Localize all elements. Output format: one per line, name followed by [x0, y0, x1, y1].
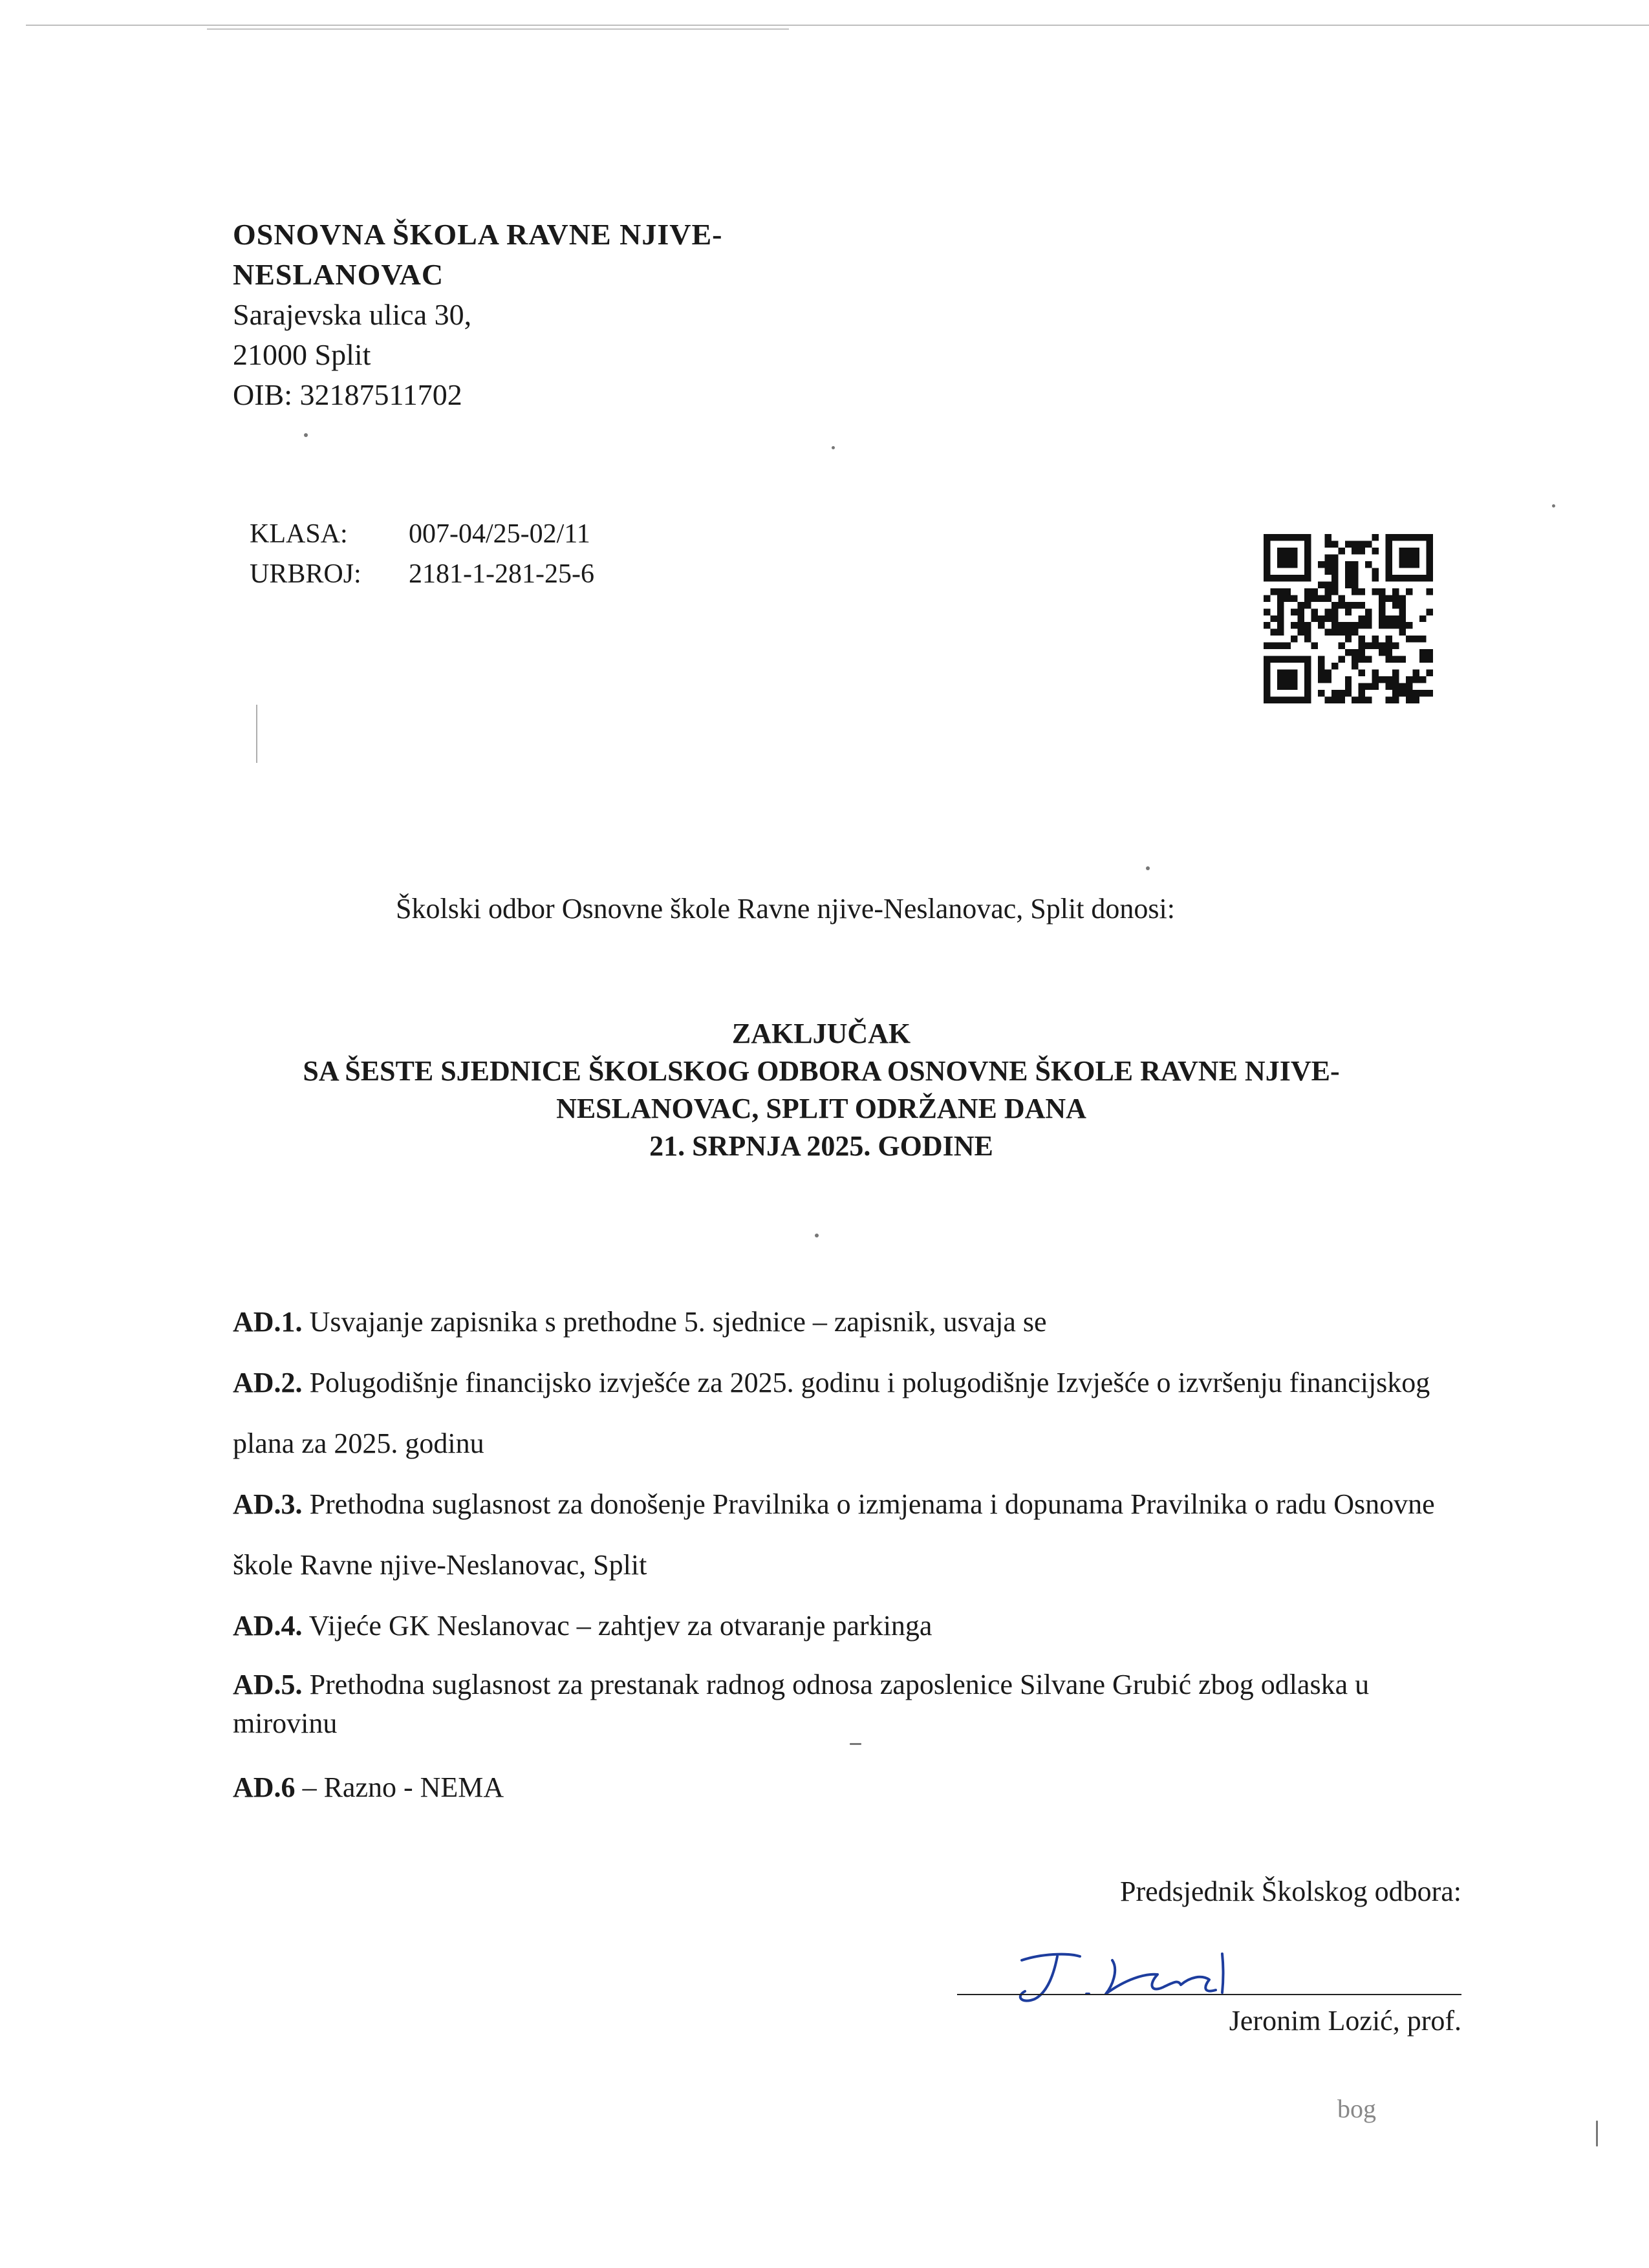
klasa-label: KLASA: [250, 519, 348, 549]
school-oib: OIB: 32187511702 [233, 378, 462, 411]
agenda-item-text: Vijeće GK Neslanovac – zahtjev za otvaranje parkinga [308, 1610, 932, 1642]
qr-code-icon [1264, 534, 1433, 703]
agenda-item-label: AD.1. [233, 1306, 303, 1338]
agenda-item-text: Prethodna suglasnost za prestanak radnog odnosa zaposlenice Silvane Grubić zbog odlaska u mirovinu [233, 1669, 1370, 1739]
scan-speck [256, 705, 257, 763]
school-name: OSNOVNA ŠKOLA RAVNE NJIVE-NESLANOVAC [233, 218, 723, 291]
scan-speck [850, 1743, 861, 1745]
handwritten-signature [996, 1934, 1242, 2012]
agenda-item-label: AD.6 [233, 1771, 296, 1803]
scan-speck [1146, 866, 1150, 870]
agenda-item-label: AD.3. [233, 1488, 303, 1520]
urbroj-value: 2181-1-281-25-6 [409, 559, 594, 589]
document-heading [194, 1015, 1449, 1165]
scan-speck [304, 433, 308, 437]
agenda-item-text: Usvajanje zapisnika s prethodne 5. sjednice – zapisnik, usvaja se [309, 1306, 1047, 1338]
school-city: 21000 Split [233, 338, 371, 371]
agenda-item [233, 1292, 1449, 1353]
agenda-list [233, 1292, 1449, 1818]
heading-line: SA ŠESTE SJEDNICE ŠKOLSKOG ODBORA OSNOVNE ŠKOLE RAVNE NJIVE- [303, 1055, 1340, 1087]
heading-line: NESLANOVAC, SPLIT ODRŽANE DANA [556, 1093, 1086, 1124]
agenda-item-text: Polugodišnje financijsko izvješće za 2025. godinu i polugodišnje Izvješće o izvršenju financijskog plana za 2025. godinu [233, 1367, 1430, 1459]
stamp-fragment: bog [1337, 2094, 1376, 2123]
reference-numbers [250, 514, 594, 594]
urbroj-row [250, 554, 594, 594]
klasa-value: 007-04/25-02/11 [409, 519, 590, 549]
klasa-row [250, 514, 594, 554]
heading-title: ZAKLJUČAK [731, 1018, 911, 1049]
scan-artifact-line [26, 25, 1649, 26]
agenda-item [233, 1474, 1449, 1596]
agenda-item [233, 1353, 1449, 1474]
heading-date: 21. SRPNJA 2025. GODINE [649, 1130, 993, 1162]
scan-speck [815, 1234, 819, 1237]
scan-speck [1596, 2121, 1598, 2146]
school-header [233, 215, 879, 415]
signature-line [957, 1994, 1461, 1995]
agenda-item-label: AD.4. [233, 1610, 303, 1642]
scan-artifact-line [207, 28, 789, 30]
agenda-item [233, 1665, 1449, 1743]
urbroj-label: URBROJ: [250, 559, 361, 589]
agenda-item-label: AD.2. [233, 1367, 303, 1398]
agenda-item-text: – Razno - NEMA [302, 1771, 504, 1803]
agenda-item-label: AD.5. [233, 1669, 303, 1700]
agenda-item [233, 1596, 1449, 1656]
agenda-item-text: Prethodna suglasnost za donošenje Pravilnika o izmjenama i dopunama Pravilnika o radu Osnovne škole Ravne njive-Neslanovac, Split [233, 1488, 1435, 1581]
scan-speck [1552, 504, 1555, 508]
signature-title: Predsjednik Školskog odbora: [1120, 1876, 1461, 1907]
signatory-name: Jeronim Lozić, prof. [1229, 2005, 1461, 2037]
agenda-item [233, 1757, 1449, 1818]
school-street: Sarajevska ulica 30, [233, 298, 472, 331]
scan-speck [832, 446, 835, 449]
intro-text: Školski odbor Osnovne škole Ravne njive-Neslanovac, Split donosi: [396, 893, 1175, 925]
